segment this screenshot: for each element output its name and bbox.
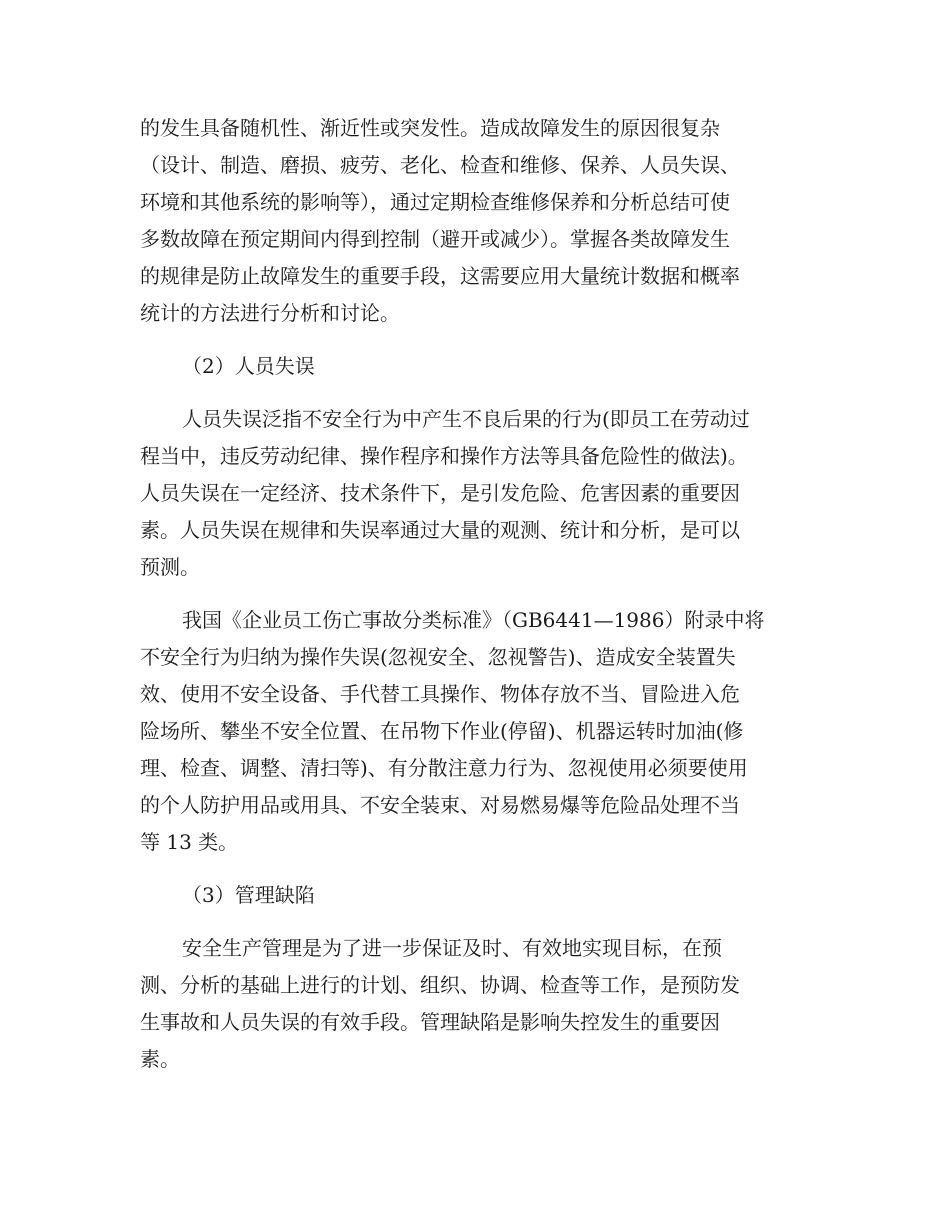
paragraph-line: 不安全行为归纳为操作失误(忽视安全、忽视警告)、造成安全装置失 (140, 645, 736, 669)
paragraph-line: 理、检查、调整、清扫等)、有分散注意力行为、忽视使用必须要使用 (140, 756, 748, 780)
paragraph-line: 生事故和人员失误的有效手段。管理缺陷是影响失控发生的重要因 (140, 1010, 720, 1034)
paragraph-line: 测、分析的基础上进行的计划、组织、协调、检查等工作，是预防发 (140, 973, 740, 997)
paragraph-line: 的发生具备随机性、渐近性或突发性。造成故障发生的原因很复杂 (140, 116, 720, 140)
paragraph-line: 的规律是防止故障发生的重要手段，这需要应用大量统计数据和概率 (140, 264, 740, 288)
paragraph-line: 人员失误在一定经济、技术条件下，是引发危险、危害因素的重要因 (140, 481, 740, 505)
paragraph-line: 效、使用不安全设备、手代替工具操作、物体存放不当、冒险进入危 (140, 682, 740, 706)
paragraph-line: 安全生产管理是为了进一步保证及时、有效地实现目标，在预 (182, 936, 722, 960)
paragraph-line: 等 13 类。 (140, 830, 239, 854)
paragraph-line: 预测。 (140, 555, 200, 579)
paragraph-line: 统计的方法进行分析和讨论。 (140, 301, 400, 325)
paragraph-line: 素。 (140, 1047, 180, 1071)
paragraph-line: 的个人防护用品或用具、不安全装束、对易燃易爆等危险品处理不当 (140, 793, 740, 817)
paragraph-line: 多数故障在预定期间内得到控制（避开或减少）。掌握各类故障发生 (140, 227, 730, 251)
paragraph-line: 环境和其他系统的影响等），通过定期检查维修保养和分析总结可使 (140, 190, 730, 214)
paragraph-line: 程当中，违反劳动纪律、操作程序和操作方法等具备危险性的做法)。 (140, 444, 748, 468)
paragraph-line: （设计、制造、磨损、疲劳、老化、检查和维修、保养、人员失误、 (140, 153, 740, 177)
paragraph-line: 我国《企业员工伤亡事故分类标准》（GB6441—1986）附录中将 (182, 608, 765, 632)
paragraph-line: 人员失误泛指不安全行为中产生不良后果的行为(即员工在劳动过 (182, 407, 750, 431)
paragraph-line: 素。人员失误在规律和失误率通过大量的观测、统计和分析，是可以 (140, 518, 740, 542)
section-heading: （2）人员失误 (182, 354, 315, 378)
paragraph-line: 险场所、攀坐不安全位置、在吊物下作业(停留)、机器运转时加油(修 (140, 719, 744, 743)
section-heading: （3）管理缺陷 (182, 883, 315, 907)
